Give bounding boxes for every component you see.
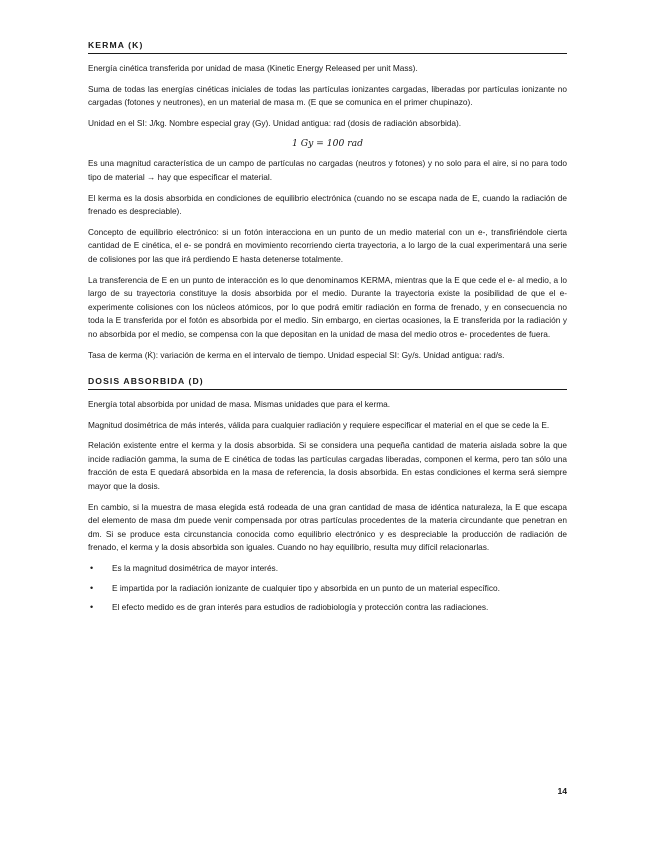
list-item bbox=[88, 601, 567, 615]
page-number: 14 bbox=[557, 786, 567, 796]
bullet-icon: • bbox=[90, 602, 94, 613]
dosis-paragraph: Magnitud dosimétrica de más interés, válida para cualquier radiación y requiere especificar el material en el que se cede la E. bbox=[88, 419, 550, 430]
kerma-paragraph: La transferencia de E en un punto de interacción es lo que denominamos KERMA, mientras que la E que cede el e- al medio, a lo largo de su trayectoria constituye la dosis absorbida por el medio. Durante la trayectoria existe la posibilidad de que el e- experimente colisiones con los núcleos atómicos, por lo que podrá emitir radiación en forma de frenado, y en consecuencia no toda la E transferida por el fotón es absorbida por el medio. Sin embargo, en ciertas ocasiones, la E transferida por la radiación y no absorbida por el medio, se compensa con la que depositan en la unidad de masa del medio otros e- procedentes de fuera. bbox=[88, 274, 567, 339]
kerma-rate-paragraph: Tasa de kerma (K̇): variación de kerma en el intervalo de tiempo. Unidad especial SI: Gy/s. Unidad antigua: rad/s. bbox=[88, 349, 505, 360]
kerma-description: Suma de todas las energías cinéticas iniciales de todas las partículas ionizantes cargadas, liberadas por partículas ionizante no cargadas (fotones y neutrones), en un material de masa m. (E que se comunica en el primer chupinazo). bbox=[88, 83, 567, 108]
list-item-text: E impartida por la radiación ionizante de cualquier tipo y absorbida en un punto de un material específico. bbox=[112, 582, 500, 593]
kerma-definition: Energía cinética transferida por unidad de masa (Kinetic Energy Released per unit Mass). bbox=[88, 63, 418, 73]
kerma-units: Unidad en el SI: J/kg. Nombre especial gray (Gy). Unidad antigua: rad (dosis de radiación absorbida). bbox=[88, 117, 462, 128]
list-item-text: Es la magnitud dosimétrica de mayor interés. bbox=[112, 563, 279, 574]
dosis-bullet-list bbox=[88, 562, 567, 615]
kerma-formula: 1 Gy = 100 rad bbox=[291, 138, 364, 150]
dosis-paragraph: En cambio, si la muestra de masa elegida está rodeada de una gran cantidad de masa de idéntica naturaleza, la E que escapa del elemento de masa dm puede venir compensada por otras partículas procedentes de la materia circundante que penetran en dm. Si se produce esta circunstancia conocida como equilibrio electrónico y es despreciable la producción de radiación de frenado, el kerma y la dosis absorbida son iguales. Cuando no hay equilibrio, resulta muy difícil relacionarlas. bbox=[88, 501, 567, 553]
dosis-paragraph: Energía total absorbida por unidad de masa. Mismas unidades que para el kerma. bbox=[88, 399, 391, 410]
document-page bbox=[88, 40, 567, 621]
list-item-text: El efecto medido es de gran interés para estudios de radiobiología y protección contra las radiaciones. bbox=[112, 602, 489, 613]
list-item bbox=[88, 562, 567, 576]
dosis-paragraph: Relación existente entre el kerma y la dosis absorbida. Si se considera una pequeña cantidad de materia aislada sobre la que incide radiación gamma, la suma de E cinética de todas las partículas cargadas liberadas, componen el kerma, pero tan sólo una fracción de esta E quedará absorbida en la masa de referencia, la dosis absorbida. En estas condiciones el kerma será siempre mayor que la dosis. bbox=[88, 440, 567, 492]
bullet-icon: • bbox=[90, 563, 94, 574]
kerma-paragraph: Es una magnitud característica de un campo de partículas no cargadas (neutros y fotones) y no solo para el aire, si no para todo tipo de material → hay que especificar el material. bbox=[88, 158, 567, 182]
section-heading-dosis: DOSIS ABSORBIDA (D) bbox=[88, 376, 567, 390]
bullet-icon: • bbox=[90, 582, 94, 593]
list-item bbox=[88, 582, 567, 596]
kerma-paragraph: Concepto de equilibrio electrónico: si un fotón interacciona en un punto de un medio material con un e-, transfiriéndole cierta cantidad de E cinética, el e- se pondrá en movimiento recorriendo cierta trayectoria, a lo largo de la cual experimentará una serie de colisiones por las que irá perdiendo E hasta detenerse totalmente. bbox=[88, 226, 567, 264]
kerma-paragraph: El kerma es la dosis absorbida en condiciones de equilibrio electrónica (cuando no se escapa nada de E, cuando la radiación de frenado es despreciable). bbox=[88, 192, 567, 217]
section-heading-kerma: KERMA (K) bbox=[88, 40, 567, 54]
